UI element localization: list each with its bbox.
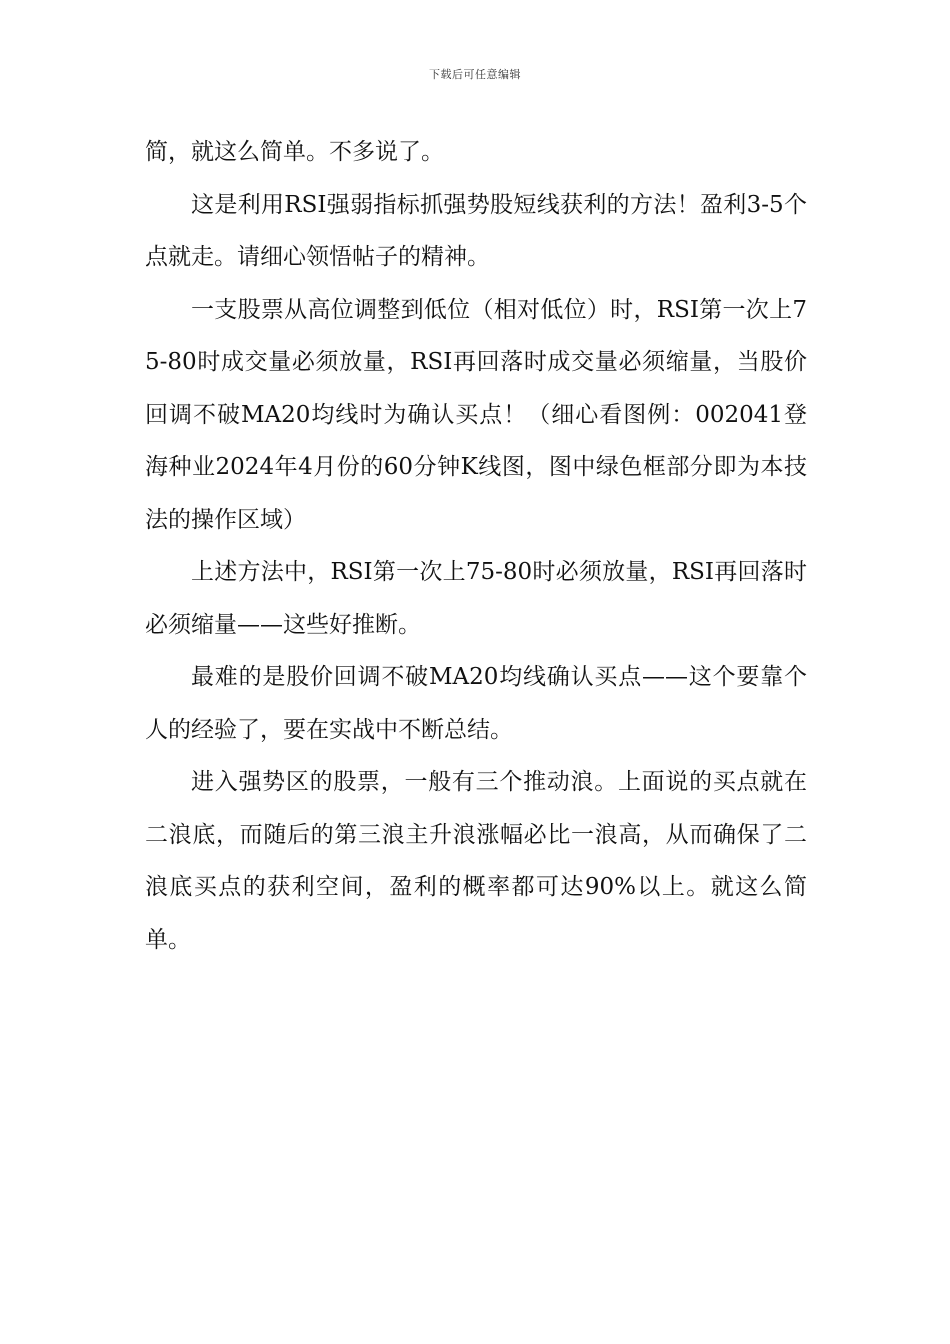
- page-header: 下载后可任意编辑: [429, 68, 521, 81]
- paragraph-waves: 进入强势区的股票，一般有三个推动浪。上面说的买点就在二浪底，而随后的第三浪主升浪涨幅必比一浪高，从而确保了二浪底买点的获利空间，盈利的概率都可达90%以上。就这么简单。: [145, 769, 807, 953]
- paragraph-difficulty: 最难的是股价回调不破MA20均线确认买点——这个要靠个人的经验了，要在实战中不断总结。: [145, 664, 807, 743]
- paragraph-inference: 上述方法中，RSI第一次上75-80时必须放量，RSI再回落时必须缩量——这些好推断。: [145, 559, 807, 638]
- paragraph-rsi-method: 这是利用RSI强弱指标抓强势股短线获利的方法！盈利3-5个点就走。请细心领悟帖子的精神。: [145, 191, 807, 270]
- paragraph-rsi-rules: 一支股票从高位调整到低位（相对低位）时，RSI第一次上75-80时成交量必须放量，RSI再回落时成交量必须缩量，当股价回调不破MA20均线时为确认买点！（细心看图例：002041登海种业2024年4月份的60分钟K线图，图中绿色框部分即为本技法的操作区域）: [145, 296, 807, 533]
- paragraph-continuation: 简，就这么简单。不多说了。: [145, 139, 444, 165]
- document-body: [145, 126, 807, 966]
